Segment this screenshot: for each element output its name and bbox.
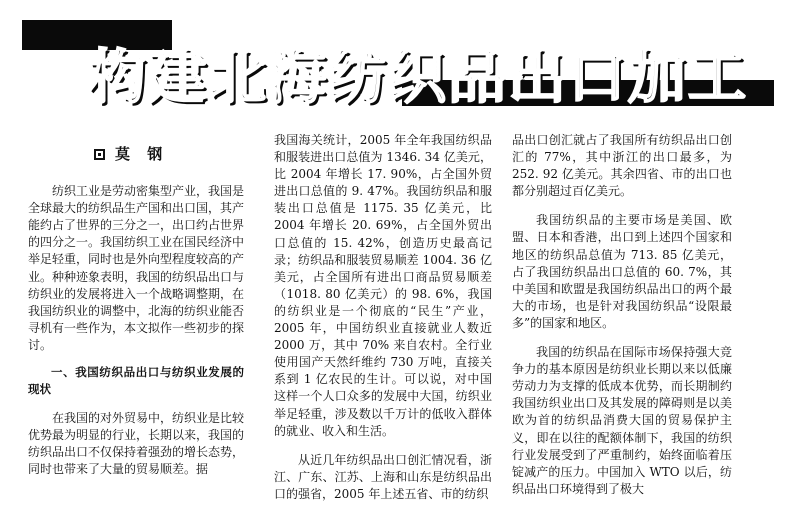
paragraph: 纺织工业是劳动密集型产业，我国是全球最大的纺织品生产国和出口国，其产能约占了世界的三分之一，出口约占世界的四分之一。我国纺织工业在国民经济中举足轻重，同时也是外向型程度较高的产业。种种迹象表明，我国的纺织品出口与纺织业的发展将进入一个战略调整期，在我国纺织业的调整中，北海的纺织业能否寻机有一些作为，本文拟作一些初步的探讨。	[28, 184, 245, 352]
text-column-3	[512, 132, 732, 498]
author-line	[28, 146, 244, 163]
article-title: 构建北海纺织品出口加工	[88, 43, 749, 111]
author-name: 莫 钢	[115, 145, 169, 163]
author-marker-icon	[94, 149, 105, 160]
text-column-2	[274, 132, 492, 503]
paragraph: 品出口创汇就占了我国所有纺织品出口创汇的 77%，其中浙江的出口最多，为 252. 92 亿美元。其余四省、市的出口也都分别超过百亿美元。	[512, 133, 732, 199]
paragraph: 我国的纺织品在国际市场保持强大竞争力的基本原因是纺织业长期以来以低廉劳动力为支撑的低成本优势，而长期制约我国纺织业出口及其发展的障碍则是以美欧为首的纺织品消费大国的贸易保护主义，即在以往的配额体制下，我国的纺织行业发展受到了严重制约，始终面临着压锭减产的压力。中国加入 WTO 以后，纺织品出口环境得到了极大	[512, 345, 732, 496]
paragraph: 我国纺织品的主要市场是美国、欧盟、日本和香港，出口到上述四个国家和地区的纺织品总值为 713. 85 亿美元，占了我国纺织品出口总值的 60. 7%，其中美国和欧盟是我国纺织品出口的两个最大的市场，也是针对我国纺织品“设限最多”的国家和地区。	[512, 213, 732, 330]
section-heading: 一、我国纺织品出口与纺织业发展的现状	[28, 365, 244, 397]
paragraph: 我国海关统计，2005 年全年我国纺织品和服装进出口总值为 1346. 34 亿美元，比 2004 年增长 17. 90%，占全国外贸进出口总值的 9. 47%。我国纺织品和服装出口总值是 1175. 35 亿美元，比 2004 年增长 20. 69%，占全国外贸出口总值的 15. 42%，创造历史最高记录；纺织品和服装贸易顺差 1004. 36 亿美元，占全国所有进出口商品贸易顺差（1018. 80 亿美元）的 98. 6%，我国的纺织业是一个彻底的“民生”产业，2005 年，中国纺织业直接就业人数近 2000 万，其中 70% 来自农村。全行业使用国产天然纤维约 730 万吨，直接关系到 1 亿农民的生计。可以说，对中国这样一个人口众多的发展中大国，纺织业举足轻重，涉及数以千万计的低收入群体的就业、收入和生活。	[274, 133, 492, 438]
title-banner	[22, 16, 782, 111]
paragraph: 从近几年纺织品出口创汇情况看，浙江、广东、江苏、上海和山东是纺织品出口的强省，2005 年上述五省、市的纺织	[274, 452, 492, 501]
paragraph: 在我国的对外贸易中，纺织业是比较优势最为明显的行业，长期以来，我国的纺织品出口不仅保持着强劲的增长态势，同时也带来了大量的贸易顺差。据	[28, 411, 245, 477]
text-column-1	[28, 132, 244, 478]
